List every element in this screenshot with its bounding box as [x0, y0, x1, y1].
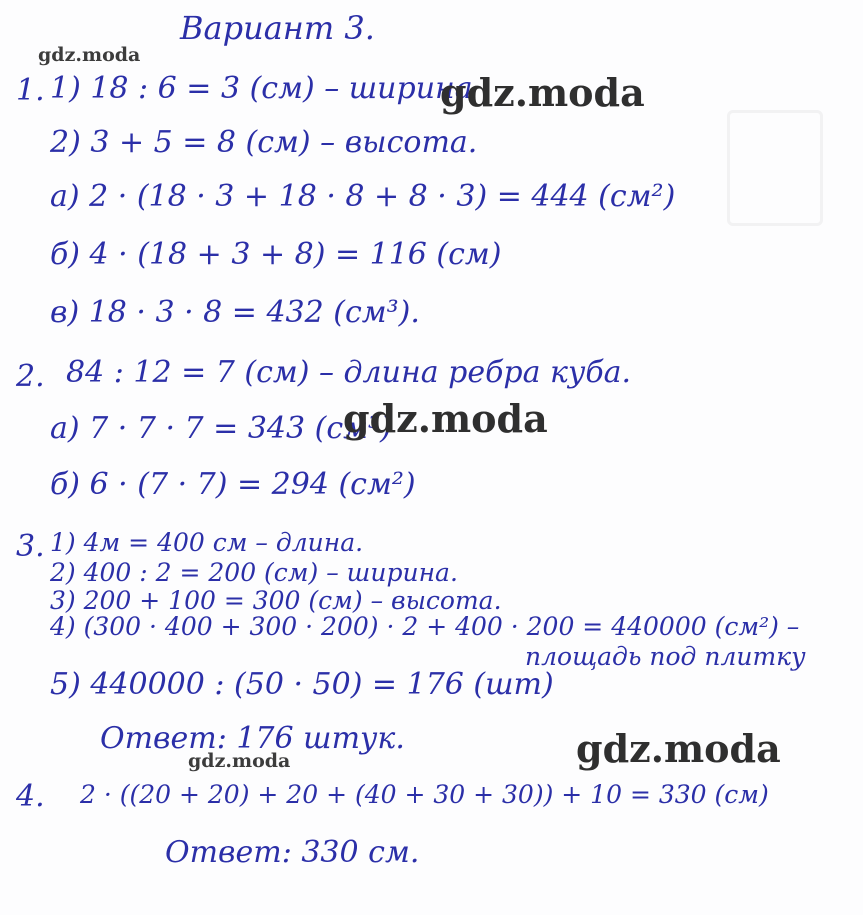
task3-line5: 5) 440000 : (50 · 50) = 176 (шт) [50, 667, 554, 702]
task4-line1: 2 · ((20 + 20) + 20 + (40 + 30 + 30)) + 10 = 330 (см) [80, 780, 769, 809]
task1-number: 1. [16, 73, 45, 108]
task3-line3: 3) 200 + 100 = 300 (см) – высота. [50, 586, 502, 615]
task2-item-a: а) 7 · 7 · 7 = 343 (см³) [50, 411, 392, 446]
task1-item-c: в) 18 · 3 · 8 = 432 (см³). [50, 295, 420, 330]
watermark-logo: gdz.moda [440, 70, 645, 115]
task2-item-b: б) 6 · (7 · 7) = 294 (см²) [50, 467, 416, 502]
task1-item-a: а) 2 · (18 · 3 + 18 · 8 + 8 · 3) = 444 (см²) [50, 179, 676, 214]
watermark-logo: gdz.moda [38, 44, 141, 66]
task3-answer: Ответ: 176 штук. [100, 721, 405, 756]
task1-line2: 2) 3 + 5 = 8 (см) – высота. [50, 125, 478, 160]
task4-number: 4. [16, 779, 45, 814]
task3-number: 3. [16, 529, 45, 564]
task2-number: 2. [16, 359, 45, 394]
task4-answer: Ответ: 330 см. [165, 835, 420, 870]
task1-line1: 1) 18 : 6 = 3 (см) – ширина [50, 71, 473, 106]
task2-line1: 84 : 12 = 7 (см) – длина ребра куба. [66, 355, 632, 390]
watermark-logo: gdz.moda [188, 750, 291, 772]
task3-line4: 4) (300 · 400 + 300 · 200) · 2 + 400 · 200 = 440000 (см²) – [50, 612, 800, 641]
task3-line4-note: площадь под плитку [525, 642, 806, 671]
task1-item-b: б) 4 · (18 + 3 + 8) = 116 (см) [50, 237, 502, 272]
task3-line1: 1) 4м = 400 см – длина. [50, 528, 364, 557]
watermark-logo: gdz.moda [576, 726, 781, 771]
page-title: Вариант 3. [180, 9, 375, 47]
page-bleed-through [727, 110, 823, 226]
watermark-logo: gdz.moda [343, 396, 548, 441]
task3-line2: 2) 400 : 2 = 200 (см) – ширина. [50, 558, 458, 587]
